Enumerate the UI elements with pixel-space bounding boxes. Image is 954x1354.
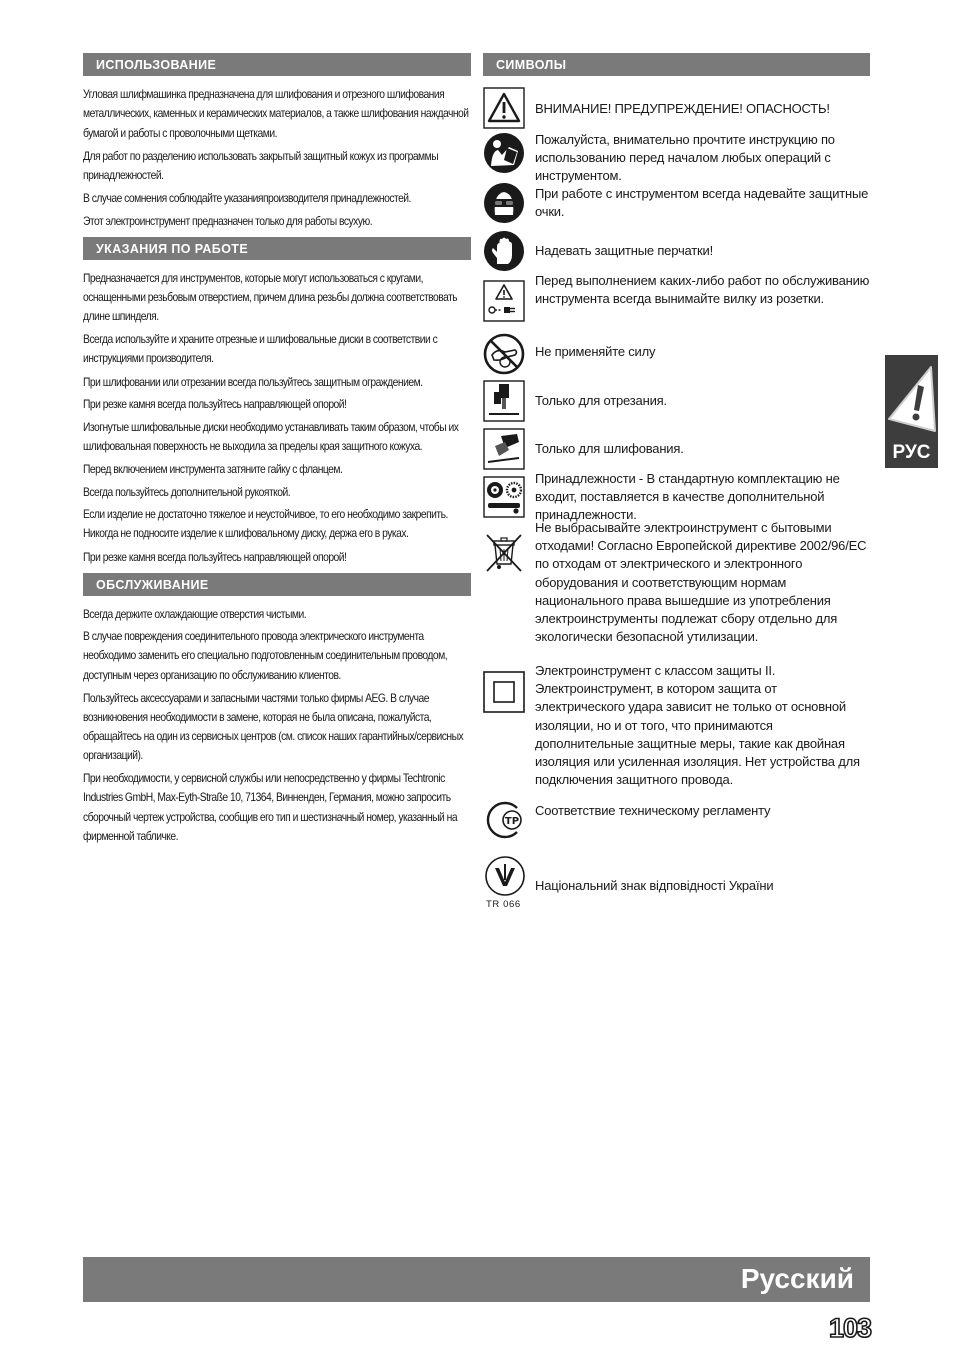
paragraph: При необходимости, у сервисной службы или непосредственно у фирмы Techtronic Industries GmbH, Max-Eyth-Straße 10, 71364, Винненден, Германия, можно запросить сборочный чертеж устройства, сообщив его тип и шестизначный номер, указанный на фирменной табличке.	[83, 771, 458, 843]
paragraph: При резке камня всегда пользуйтесь направляющей опорой!	[83, 397, 347, 411]
section-body-usage	[83, 85, 471, 231]
accessories-icon	[483, 476, 525, 518]
paragraph: При шлифовании или отрезании всегда пользуйтесь защитным ограждением.	[83, 374, 423, 389]
ukraine-mark-caption: TR 066	[486, 899, 521, 910]
symbol-row	[483, 428, 870, 476]
symbol-description: Электроинструмент с классом защиты II. Электроинструмент, в котором защита от электрического удара зависит не только от основной изоляции, но и от того, что принимаются дополнительные защитные меры, такие как двойная изоляция или усиленная изоляция. Нет устройства для подключения защитного провода.	[535, 663, 860, 788]
protective-gloves-icon	[483, 230, 525, 272]
paragraph: При резке камня всегда пользуйтесь направляющей опорой!	[83, 549, 347, 564]
symbol-row	[483, 132, 870, 184]
paragraph: Угловая шлифмашинка предназначена для шлифования и отрезного шлифования металлических, каменных и керамических материалов, а также шлифования наждачной бумагой и работы с проволочными щетками.	[83, 87, 469, 140]
section-body-work-instructions	[83, 269, 471, 567]
paragraph: Если изделие не достаточно тяжелое и неустойчивое, то его необходимо закрепить. Никогда не подносите изделие к шлифовальному диску, держа его в руках.	[83, 507, 448, 541]
symbol-description: Національний знак відповідності України	[535, 878, 774, 893]
ukraine-conformity-mark-icon	[484, 855, 526, 897]
no-force-icon	[483, 333, 525, 375]
symbol-description: При работе с инструментом всегда надевайте защитные очки.	[535, 186, 869, 220]
cutting-only-icon	[483, 380, 525, 422]
paragraph: В случае повреждения соединительного провода электрического инструмента необходимо заменить его специально подготовленным соединительным проводом, доступным через организацию по обслуживанию клиентов.	[83, 629, 448, 682]
paragraph: Предназначается для инструментов, которые могут использоваться с кругами, оснащенными резьбовым отверстием, причем длина резьбы должна соответствовать длине шпинделя.	[83, 270, 458, 324]
section-heading-maintenance: ОБСЛУЖИВАНИЕ	[83, 573, 471, 596]
symbol-row	[483, 182, 870, 229]
right-column	[483, 53, 870, 917]
paragraph: Этот электроинструмент предназначен только для работы всухую.	[83, 213, 373, 228]
symbol-description: Не выбрасывайте электроинструмент с бытовыми отходами! Согласно Европейской директиве 2002/96/ЕС по отходам от электрического и электронного оборудования и соответствующим нормам национального права вышедшие из употребления электроинструменты подлежат сбору отдельно для экологически безопасной утилизации.	[535, 520, 867, 645]
paragraph: Пользуйтесь аксессуарами и запасными частями только фирмы AEG. В случае возникновения необходимости в замене, которая не была описана, пожалуйста, обращайтесь на один из сервисных центров (см. список наших гарантийных/сервисных организаций).	[83, 690, 464, 763]
eac-tr-mark-icon	[483, 799, 525, 841]
section-heading-usage: ИСПОЛЬЗОВАНИЕ	[83, 53, 471, 76]
language-tab	[885, 355, 938, 468]
symbol-description: Не применяйте силу	[535, 344, 656, 359]
language-tab-label: РУС	[892, 442, 931, 463]
page-number: 103	[828, 1313, 871, 1343]
footer-bar	[83, 1257, 870, 1302]
warning-triangle-icon	[483, 87, 525, 129]
symbol-row	[483, 799, 870, 849]
paragraph: Всегда используйте и храните отрезные и шлифовальные диски в соответствии с инструкциями производителя.	[83, 332, 438, 366]
section-heading-work-instructions: УКАЗАНИЯ ПО РАБОТЕ	[83, 237, 471, 260]
symbol-list	[483, 87, 870, 917]
symbol-row	[483, 333, 870, 380]
symbol-description: Только для отрезания.	[535, 393, 667, 408]
footer-language: Русский	[740, 1263, 854, 1294]
symbol-row	[483, 663, 870, 799]
symbol-description: Пожалуйста, внимательно прочтите инструкцию по использованию перед началом любых операций с инструментом.	[535, 132, 835, 184]
safety-goggles-icon	[483, 182, 525, 224]
symbol-description: Только для шлифования.	[535, 441, 684, 456]
symbol-description: ВНИМАНИЕ! ПРЕДУПРЕЖДЕНИЕ! ОПАСНОСТЬ!	[535, 101, 830, 116]
grinding-only-icon	[483, 428, 525, 470]
paragraph: Изогнутые шлифовальные диски необходимо устанавливать таким образом, чтобы их шлифовальная поверхность не выходила за пределы края защитного кожуха.	[83, 419, 459, 453]
protection-class-ii-icon	[483, 671, 525, 713]
read-manual-icon	[483, 132, 525, 174]
ukraine-conformity-mark	[483, 855, 529, 910]
symbol-row	[483, 520, 870, 671]
symbol-row	[483, 855, 870, 917]
paragraph: Всегда держите охлаждающие отверстия чистыми.	[83, 606, 307, 621]
symbol-description: Соответствие техническому регламенту	[535, 803, 771, 818]
warning-exclamation-icon	[885, 359, 938, 439]
paragraph: В случае сомнения соблюдайте указанияпроизводителя принадлежностей.	[83, 191, 411, 205]
left-column	[83, 53, 471, 850]
paragraph: Для работ по разделению использовать закрытый защитный кожух из программы принадлежностей.	[83, 148, 439, 182]
section-body-maintenance	[83, 605, 471, 847]
symbol-row	[483, 87, 870, 131]
symbol-row	[483, 273, 870, 333]
svg-text:ТР: ТР	[504, 816, 520, 827]
symbol-description: Надевать защитные перчатки!	[535, 243, 713, 258]
section-heading-symbols: СИМВОЛЫ	[483, 53, 870, 76]
symbol-description: Перед выполнением каких-либо работ по обслуживанию инструмента всегда вынимайте вилку из розетки.	[535, 273, 870, 307]
paragraph: Перед включением инструмента затяните гайку с фланцем.	[83, 462, 343, 476]
crossed-bin-icon	[483, 531, 525, 573]
unplug-warning-icon	[483, 280, 525, 322]
symbol-row	[483, 380, 870, 426]
paragraph: Всегда пользуйтесь дополнительной рукояткой.	[83, 484, 291, 499]
symbol-description: Принадлежности - В стандартную комплектацию не входит, поставляется в качестве дополнительной принадлежности.	[535, 471, 840, 523]
